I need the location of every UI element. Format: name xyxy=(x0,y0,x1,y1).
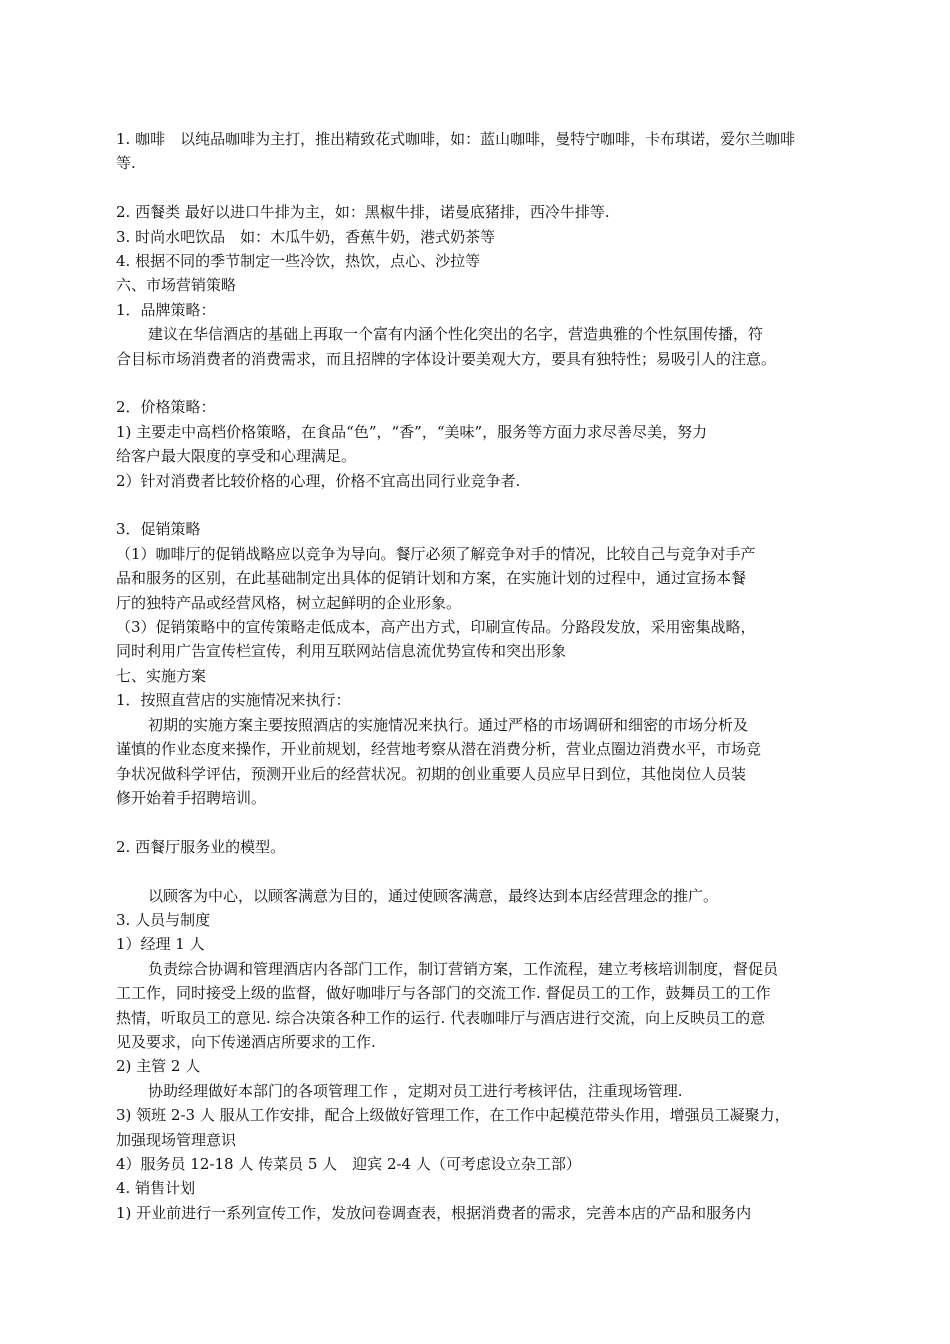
section-heading: 七、实施方案 xyxy=(116,666,207,685)
subsection-heading: 2. 西餐厅服务业的模型。 xyxy=(116,837,286,856)
subsection-heading: 3．促销策略 xyxy=(116,520,201,539)
text-line: 1）经理 1 人 xyxy=(116,935,205,954)
text-line: （1）咖啡厅的促销战略应以竞争为导向。餐厅必须了解竞争对手的情况，比较自己与竞争对手产 xyxy=(116,544,756,563)
blank-line xyxy=(116,493,836,517)
text-line: 厅的独特产品或经营风格，树立起鲜明的企业形象。 xyxy=(116,593,462,612)
subsection-heading: 1．按照直营店的实施情况来执行： xyxy=(116,691,351,710)
blank-line xyxy=(116,810,836,834)
text-line: 协助经理做好本部门的各项管理工作 ，定期对员工进行考核评估，注重现场管理. xyxy=(148,1081,683,1100)
text-line: 合目标市场消费者的消费需求，而且招牌的字体设计要美观大方，要具有独特性；易吸引人的注意。 xyxy=(116,349,777,368)
subsection-heading: 3. 人员与制度 xyxy=(116,910,211,929)
text-line: 3) 领班 2-3 人 服从工作安排，配合上级做好管理工作，在工作中起模范带头作用，增强员工凝聚力， xyxy=(116,1106,790,1125)
text-line: 1) 开业前进行一系列宣传工作，发放问卷调查表，根据消费者的需求，完善本店的产品和服务内 xyxy=(116,1203,752,1222)
text-line: 热情，听取员工的意见. 综合决策各种工作的运行. 代表咖啡厅与酒店进行交流，向上反映员工的意 xyxy=(116,1008,766,1027)
text-line: 等. xyxy=(116,154,136,173)
text-line: 3. 时尚水吧饮品 如：木瓜牛奶，香蕉牛奶，港式奶茶等 xyxy=(116,227,496,246)
text-line: 2) 主管 2 人 xyxy=(116,1057,201,1076)
text-line: 谨慎的作业态度来操作，开业前规划，经营地考察从潜在消费分析，营业点圈边消费水平，市场竞 xyxy=(116,740,762,759)
text-line: 以顾客为中心，以顾客满意为目的，通过使顾客满意，最终达到本店经营理念的推广。 xyxy=(148,886,719,905)
text-line: 见及要求，向下传递酒店所要求的工作. xyxy=(116,1032,376,1051)
text-line: 同时利用广告宣传栏宣传，利用互联网站信息流优势宣传和突出形象 xyxy=(116,642,567,661)
text-line: 1. 咖啡 以纯品咖啡为主打，推出精致花式咖啡，如：蓝山咖啡，曼特宁咖啡，卡布琪诺，爱尔兰咖啡 xyxy=(116,130,796,148)
text-line: 1) 主要走中高档价格策略，在食品“色”，“香”，“美味”，服务等方面力求尽善尽美，努力 xyxy=(116,422,708,441)
document-body xyxy=(116,127,836,1225)
text-line: 争状况做科学评估，预测开业后的经营状况。初期的创业重要人员应早日到位，其他岗位人员装 xyxy=(116,764,747,783)
subsection-heading: 2．价格策略： xyxy=(116,398,216,417)
text-line: 初期的实施方案主要按照酒店的实施情况来执行。通过严格的市场调研和细密的市场分析及 xyxy=(148,715,749,734)
subsection-heading: 4. 销售计划 xyxy=(116,1179,196,1198)
text-line: 4）服务员 12-18 人 传菜员 5 人 迎宾 2-4 人（可考虑设立杂工部） xyxy=(116,1154,581,1173)
text-line: 加强现场管理意识 xyxy=(116,1130,237,1149)
text-line: 建议在华信酒店的基础上再取一个富有内涵个性化突出的名字，营造典雅的个性氛围传播，符 xyxy=(148,325,764,344)
text-line: 工工作，同时接受上级的监督，做好咖啡厅与各部门的交流工作. 督促员工的工作，鼓舞员工的工作 xyxy=(116,984,771,1003)
text-line: 2）针对消费者比较价格的心理，价格不宜高出同行业竞争者. xyxy=(116,471,521,490)
text-line: 品和服务的区别，在此基础制定出具体的促销计划和方案，在实施计划的过程中，通过宣扬本餐 xyxy=(116,569,747,588)
text-line: 负责综合协调和管理酒店内各部门工作，制订营销方案，工作流程，建立考核培训制度，督促员 xyxy=(148,959,779,978)
subsection-heading: 1．品牌策略： xyxy=(116,300,216,319)
text-line: 修开始着手招聘培训。 xyxy=(116,788,267,807)
blank-line xyxy=(116,859,836,883)
blank-line xyxy=(116,176,836,200)
section-heading: 六、市场营销策略 xyxy=(116,276,237,295)
text-line: 2. 西餐类 最好以进口牛排为主，如：黑椒牛排，诺曼底猪排，西冷牛排等. xyxy=(116,203,610,222)
text-line: 4. 根据不同的季节制定一些冷饮，热饮，点心、沙拉等 xyxy=(116,252,481,271)
text-line: （3）促销策略中的宣传策略走低成本，高产出方式，印刷宣传品。分路段发放，采用密集战略， xyxy=(116,618,756,637)
text-line: 给客户最大限度的享受和心理满足。 xyxy=(116,447,357,466)
blank-line xyxy=(116,371,836,395)
